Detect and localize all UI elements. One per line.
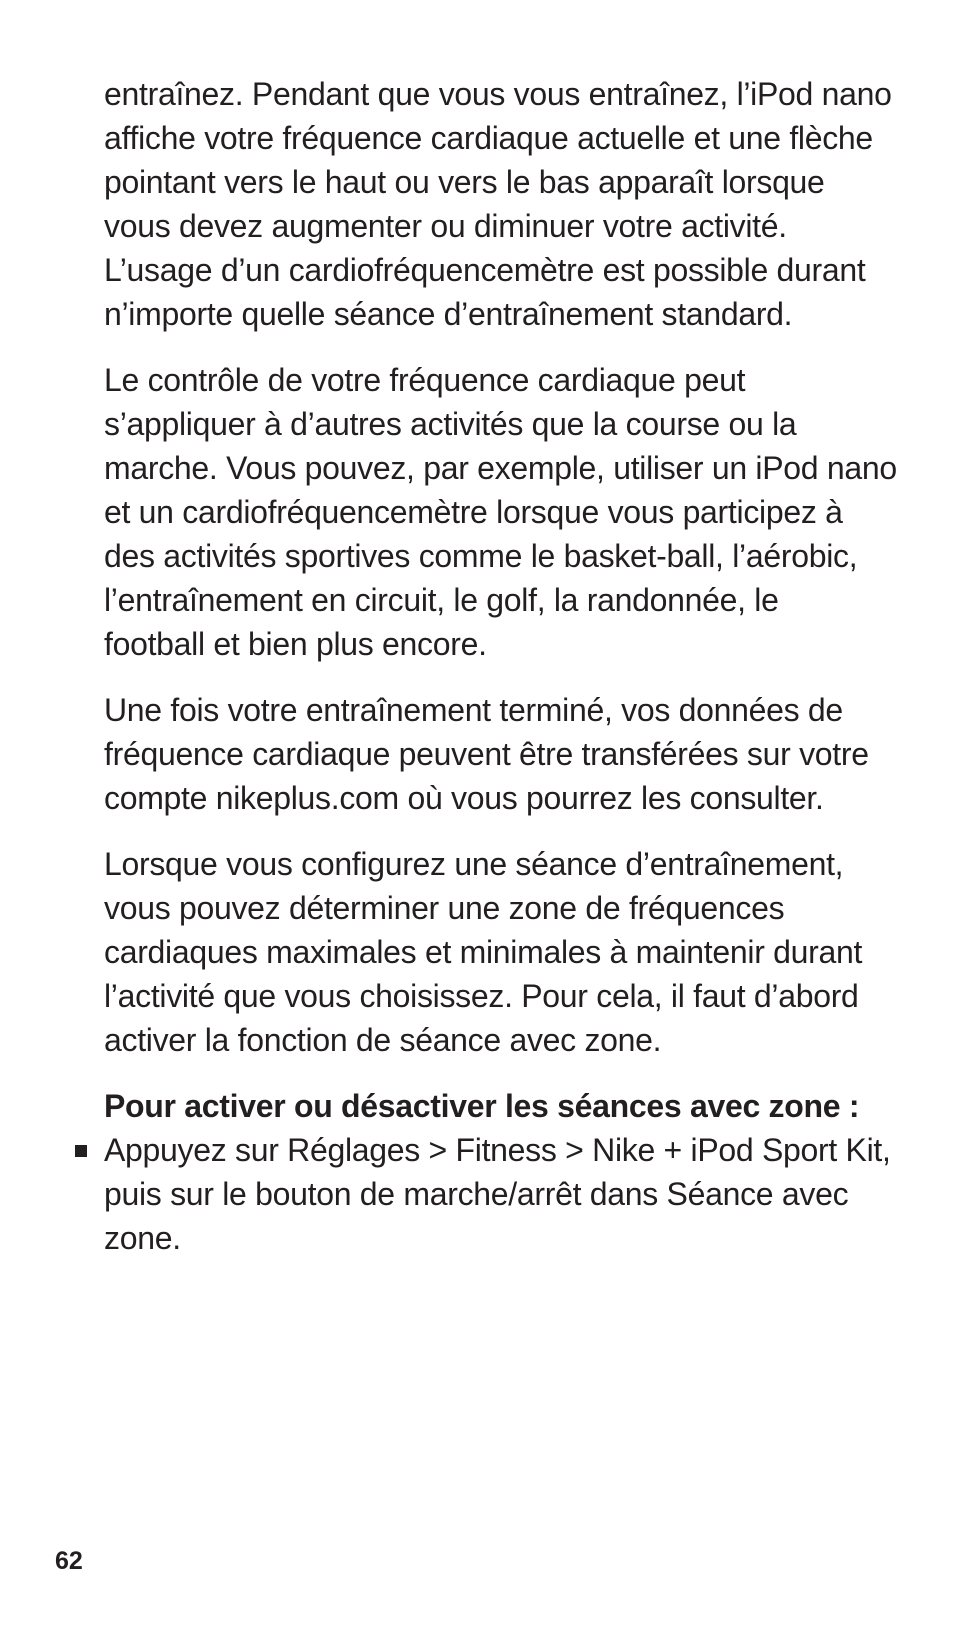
text-line: et un cardiofréquencemètre lorsque vous participez à bbox=[104, 494, 843, 530]
task-step bbox=[104, 1128, 891, 1260]
paragraph-zone-workout bbox=[104, 842, 884, 1062]
text-line: s’appliquer à d’autres activités que la course ou la bbox=[104, 406, 797, 442]
text-line: marche. Vous pouvez, par exemple, utiliser un iPod nano bbox=[104, 450, 897, 486]
text-line: zone. bbox=[104, 1220, 181, 1256]
text-line: puis sur le bouton de marche/arrêt dans Séance avec bbox=[104, 1176, 849, 1212]
text-line: football et bien plus encore. bbox=[104, 626, 487, 662]
text-line: entraînez. Pendant que vous vous entraînez, l’iPod nano bbox=[104, 76, 892, 112]
square-bullet-icon bbox=[75, 1145, 87, 1157]
paragraph-other-activities bbox=[104, 358, 897, 666]
text-line: affiche votre fréquence cardiaque actuelle et une flèche bbox=[104, 120, 873, 156]
text-line: cardiaques maximales et minimales à maintenir durant bbox=[104, 934, 863, 970]
text-line: Le contrôle de votre fréquence cardiaque peut bbox=[104, 362, 746, 398]
text-line: vous devez augmenter ou diminuer votre activité. bbox=[104, 208, 787, 244]
text-line: fréquence cardiaque peuvent être transférées sur votre bbox=[104, 736, 869, 772]
text-line: Une fois votre entraînement terminé, vos données de bbox=[104, 692, 843, 728]
page-content bbox=[104, 72, 897, 1260]
text-line: l’entraînement en circuit, le golf, la randonnée, le bbox=[104, 582, 779, 618]
text-line: activer la fonction de séance avec zone. bbox=[104, 1022, 662, 1058]
text-line: L’usage d’un cardiofréquencemètre est possible durant bbox=[104, 252, 866, 288]
task-heading: Pour activer ou désactiver les séances avec zone : bbox=[104, 1088, 860, 1124]
text-line: des activités sportives comme le basket-ball, l’aérobic, bbox=[104, 538, 858, 574]
text-line: Appuyez sur Réglages > Fitness > Nike + iPod Sport Kit, bbox=[104, 1132, 891, 1168]
text-line: l’activité que vous choisissez. Pour cela, il faut d’abord bbox=[104, 978, 859, 1014]
paragraph-data-transfer bbox=[104, 688, 884, 820]
paragraph-heart-rate-display bbox=[104, 72, 892, 336]
text-line: pointant vers le haut ou vers le bas apparaît lorsque bbox=[104, 164, 825, 200]
page-number: 62 bbox=[55, 1547, 83, 1575]
text-line: Lorsque vous configurez une séance d’entraînement, bbox=[104, 846, 844, 882]
text-line: n’importe quelle séance d’entraînement standard. bbox=[104, 296, 793, 332]
text-line: compte nikeplus.com où vous pourrez les consulter. bbox=[104, 780, 824, 816]
text-line: vous pouvez déterminer une zone de fréquences bbox=[104, 890, 785, 926]
